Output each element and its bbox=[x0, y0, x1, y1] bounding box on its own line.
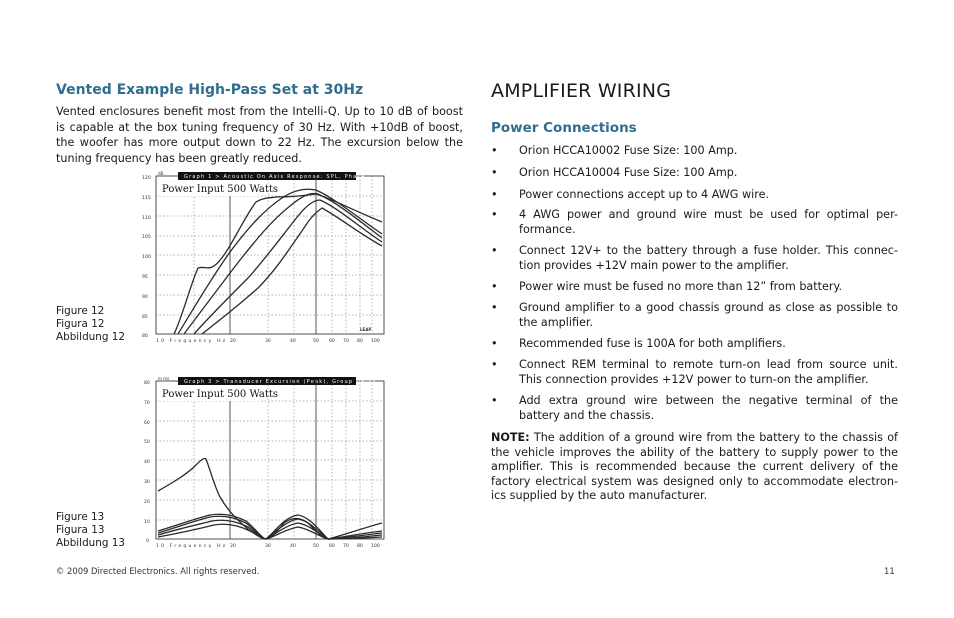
bullet-marker: • bbox=[491, 394, 498, 407]
list-item-text: Add extra ground wire between the negative terminal of the battery and the chassis. bbox=[519, 394, 898, 422]
note-paragraph bbox=[491, 431, 898, 504]
spl-response-graph bbox=[138, 168, 390, 346]
list-item bbox=[491, 279, 898, 294]
bullet-marker: • bbox=[491, 166, 498, 179]
y-tick-label: 20 bbox=[144, 500, 150, 505]
y-tick-label: 100 bbox=[142, 255, 151, 260]
bullet-marker: • bbox=[491, 244, 498, 257]
page-title: AMPLIFIER WIRING bbox=[491, 80, 672, 102]
list-item-text: Connect REM terminal to remote turn-on lead from source unit. This connection provides +12V power to turn-on the amplifier. bbox=[519, 358, 898, 386]
y-tick-label: 105 bbox=[142, 235, 151, 240]
y-tick-label: 120 bbox=[142, 176, 151, 181]
section-heading-vented-example: Vented Example High-Pass Set at 30Hz bbox=[56, 82, 364, 98]
y-tick-label: 40 bbox=[144, 460, 150, 465]
list-item-text: Recommended fuse is 100A for both amplifiers. bbox=[519, 337, 786, 350]
excursion-graph bbox=[138, 373, 390, 551]
caption-spanish: Figura 13 bbox=[56, 524, 105, 536]
x-tick-label: 40 bbox=[290, 544, 296, 549]
graph-banner-title: Graph 1 > Acoustic On Axis Response: SPL, Phase bbox=[184, 174, 366, 180]
y-tick-label: 85 bbox=[142, 315, 148, 320]
x-tick-label: 30 bbox=[265, 544, 271, 549]
x-tick-label: 80 bbox=[357, 544, 363, 549]
graph-watermark: LEAP bbox=[360, 327, 372, 332]
list-item-text: Connect 12V+ to the battery through a fuse holder. This connec-tion provides +12V main power to the amplifier. bbox=[519, 244, 898, 272]
power-input-label: Power Input 500 Watts bbox=[162, 184, 279, 195]
figure-12-caption bbox=[56, 305, 125, 344]
x-axis-label: 10 Frequency Hz bbox=[156, 339, 228, 344]
y-tick-label: 110 bbox=[142, 216, 151, 221]
list-item bbox=[491, 357, 898, 387]
bullet-marker: • bbox=[491, 358, 498, 371]
graph-unit-label: dB bbox=[158, 171, 164, 176]
note-text: The addition of a ground wire from the battery to the chassis of the vehicle improves the ability of the battery to supply power to the amplifier. This is recommended because the current delivery of the factory electrical system was designed only to accommodate electron-ics supplied by the auto manufacturer. bbox=[491, 431, 898, 503]
bullet-marker: • bbox=[491, 301, 498, 314]
list-item-text: Power wire must be fused no more than 12” from battery. bbox=[519, 280, 843, 293]
y-tick-label: 80 bbox=[144, 381, 150, 386]
y-tick-label: 30 bbox=[144, 480, 150, 485]
bullet-marker: • bbox=[491, 188, 498, 201]
y-tick-label: 60 bbox=[144, 421, 150, 426]
list-item-text: Power connections accept up to 4 AWG wire. bbox=[519, 188, 770, 201]
bullet-marker: • bbox=[491, 280, 498, 293]
vented-description-paragraph: Vented enclosures benefit most from the Intelli-Q. Up to 10 dB of boost is capable at the box tuning frequency of 30 Hz. With +10dB of boost, the woofer has more output down to 22 Hz. The excursion below the tuning frequency has been greatly reduced. bbox=[56, 105, 463, 165]
section-heading-power-connections: Power Connections bbox=[491, 120, 637, 136]
list-item bbox=[491, 165, 898, 180]
caption-english: Figure 12 bbox=[56, 305, 105, 317]
x-tick-label: 40 bbox=[290, 339, 296, 344]
caption-english: Figure 13 bbox=[56, 511, 105, 523]
list-item-text: Ground amplifier to a good chassis ground as close as possible to the amplifier. bbox=[519, 301, 898, 329]
x-tick-label: 100 bbox=[371, 339, 380, 344]
graph-unit-label: m ms bbox=[158, 376, 170, 381]
list-item bbox=[491, 207, 898, 237]
caption-spanish: Figura 12 bbox=[56, 318, 105, 330]
y-tick-label: 115 bbox=[142, 196, 151, 201]
x-tick-label: 20 bbox=[230, 544, 236, 549]
bullet-marker: • bbox=[491, 208, 498, 221]
x-tick-label: 70 bbox=[343, 544, 349, 549]
bullet-marker: • bbox=[491, 144, 498, 157]
y-tick-label: 90 bbox=[142, 295, 148, 300]
x-axis-label: 10 Frequency Hz bbox=[156, 544, 228, 549]
x-tick-label: 100 bbox=[371, 544, 380, 549]
x-tick-label: 20 bbox=[230, 339, 236, 344]
y-tick-label: 80 bbox=[142, 334, 148, 339]
list-item bbox=[491, 143, 898, 158]
footer-copyright: © 2009 Directed Electronics. All rights reserved. bbox=[56, 566, 260, 576]
caption-german: Abbildung 13 bbox=[56, 537, 125, 549]
x-tick-label: 60 bbox=[329, 339, 335, 344]
caption-german: Abbildung 12 bbox=[56, 331, 125, 343]
y-tick-label: 70 bbox=[144, 401, 150, 406]
y-tick-label: 95 bbox=[142, 275, 148, 280]
y-tick-label: 50 bbox=[144, 440, 150, 445]
list-item-text: Orion HCCA10004 Fuse Size: 100 Amp. bbox=[519, 166, 738, 179]
x-tick-label: 30 bbox=[265, 339, 271, 344]
list-item bbox=[491, 393, 898, 423]
power-input-label: Power Input 500 Watts bbox=[162, 389, 279, 400]
power-connections-list bbox=[491, 143, 898, 423]
list-item bbox=[491, 187, 898, 202]
list-item bbox=[491, 300, 898, 330]
x-tick-label: 60 bbox=[329, 544, 335, 549]
x-tick-label: 70 bbox=[343, 339, 349, 344]
bullet-marker: • bbox=[491, 337, 498, 350]
x-tick-label: 50 bbox=[313, 544, 319, 549]
list-item bbox=[491, 336, 898, 351]
y-tick-label: 0 bbox=[146, 539, 149, 544]
list-item bbox=[491, 243, 898, 273]
list-item-text: Orion HCCA10002 Fuse Size: 100 Amp. bbox=[519, 144, 738, 157]
y-tick-label: 10 bbox=[144, 520, 150, 525]
note-label: NOTE: bbox=[491, 431, 530, 444]
figure-13-caption bbox=[56, 511, 125, 550]
page-number: 11 bbox=[884, 566, 895, 576]
graph-banner-title: Graph 3 > Transducer Excursion (Peak), Group Delay bbox=[184, 379, 377, 385]
x-tick-label: 80 bbox=[357, 339, 363, 344]
list-item-text: 4 AWG power and ground wire must be used for optimal per-formance. bbox=[519, 208, 898, 236]
x-tick-label: 50 bbox=[313, 339, 319, 344]
